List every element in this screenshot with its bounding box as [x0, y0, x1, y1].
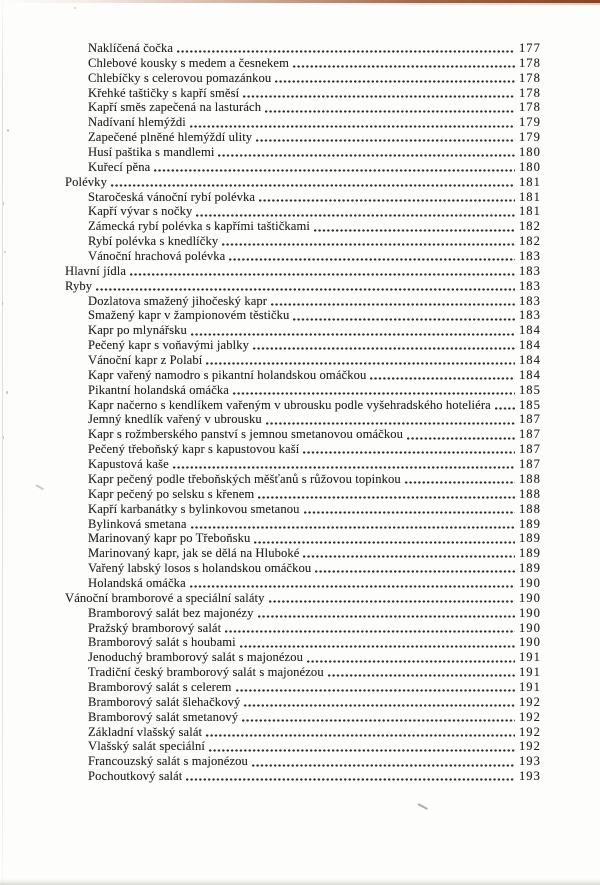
toc-entry	[0, 412, 546, 427]
toc-entry-page: 183	[519, 293, 541, 308]
toc-entry	[0, 457, 546, 472]
toc-entry-page: 180	[519, 159, 541, 174]
toc-entry-title: Holandská omáčka	[88, 575, 186, 590]
toc-entry	[0, 635, 546, 650]
toc-leader-dots	[251, 754, 515, 769]
toc-entry-title: Zapečené plněné hlemýždí ulity	[88, 130, 253, 145]
toc-entry-title: Nadívaní hlemýždi	[88, 115, 186, 130]
toc-leader-dots	[185, 769, 515, 784]
toc-entry-page: 189	[519, 531, 541, 546]
toc-entry-title: Vánoční bramborové a speciální saláty	[65, 590, 265, 605]
toc-leader-dots	[232, 383, 515, 398]
toc-leader-dots	[195, 204, 515, 219]
toc-entry	[0, 130, 546, 145]
toc-leader-dots	[242, 86, 515, 101]
toc-entry-page: 182	[519, 219, 541, 234]
toc-entry-title: Bramborový salát šlehačkový	[88, 694, 241, 709]
toc-entry	[0, 338, 546, 353]
toc-entry-page: 183	[519, 263, 541, 278]
toc-entry-page: 192	[519, 739, 541, 754]
toc-entry-title: Naklíčená čočka	[88, 41, 174, 55]
toc-entry-title: Jenoduchý bramborový salát s majonézou	[88, 650, 304, 665]
toc-entry-title: Dozlatova smažený jihočeský kapr	[88, 293, 268, 308]
toc-entry-title: Kapří směs zapečená na lasturách	[88, 100, 262, 115]
toc-entry-title: Pečený kapr s voňavými jablky	[88, 338, 249, 353]
toc-leader-dots	[189, 115, 515, 130]
toc-entry-title: Pochoutkový salát	[88, 769, 183, 784]
toc-entry-page: 192	[519, 709, 541, 724]
toc-entry	[0, 294, 546, 309]
toc-leader-dots	[217, 145, 515, 160]
toc-entry	[0, 710, 546, 725]
toc-entry	[0, 264, 546, 279]
toc-entry	[0, 680, 546, 695]
toc-entry-title: Francouzský salát s majonézou	[88, 754, 248, 769]
toc-leader-dots	[110, 175, 515, 190]
toc-entry-page: 178	[519, 85, 541, 100]
toc-leader-dots	[253, 531, 515, 546]
toc-entry-title: Vařený labský losos s holandskou omáčkou	[88, 561, 312, 576]
toc-entry	[0, 725, 546, 740]
toc-entry-title: Zámecká rybí polévka s kapřími taštičkami	[88, 219, 310, 234]
toc-entry	[0, 204, 546, 219]
toc-entry-page: 188	[519, 486, 541, 501]
scan-speck	[74, 7, 76, 9]
toc-entry-title: Kapr načerno s kendlíkem vařeným v ubrousku podle vyšehradského hoteliéra	[88, 397, 491, 412]
toc-entry-page: 179	[519, 115, 541, 130]
toc-leader-dots	[314, 561, 515, 576]
toc-entry	[0, 368, 546, 383]
toc-entry	[0, 249, 546, 264]
toc-entry-page: 181	[519, 204, 541, 219]
toc-entry-title: Tradiční český bramborový salát s majonézou	[88, 665, 324, 680]
toc-leader-dots	[252, 338, 515, 353]
toc-entry-page: 177	[519, 41, 541, 55]
toc-entry-title: Pečený třeboňský kapr s kapustovou kaší	[88, 442, 300, 457]
toc-entry	[0, 442, 546, 457]
toc-entry-title: Marinovaný kapr, jak se dělá na Hluboké	[88, 546, 300, 561]
toc-entry-page: 182	[519, 234, 541, 249]
toc-entry-page: 181	[519, 174, 541, 189]
toc-entry	[0, 383, 546, 398]
toc-leader-dots	[265, 412, 515, 427]
toc-entry-page: 192	[519, 724, 541, 739]
toc-entry-title: Kapr po mlynářsku	[88, 323, 187, 338]
toc-leader-dots	[264, 100, 515, 115]
toc-leader-dots	[302, 546, 515, 561]
toc-entry	[0, 621, 546, 636]
toc-entry-title: Kapr vařený namodro s pikantní holandskou omáčkou	[88, 367, 367, 382]
toc-entry	[0, 739, 546, 754]
scan-speck	[4, 251, 6, 253]
toc-leader-dots	[241, 710, 515, 725]
toc-entry-page: 190	[519, 575, 541, 590]
toc-entry-title: Bramborový salát s celerem	[88, 679, 232, 694]
page-top-edge-halo	[0, 3, 600, 5]
toc-entry-title: Bramborový salát smetanový	[88, 709, 239, 724]
toc-leader-dots	[303, 502, 515, 517]
toc-entry-title: Ryby	[65, 278, 93, 293]
toc-entry-title: Chlebové kousky s medem a česnekem	[88, 55, 290, 70]
toc-entry-title: Hlavní jídla	[65, 263, 127, 278]
toc-entry	[0, 41, 546, 56]
toc-leader-dots	[205, 353, 515, 368]
toc-entry	[0, 754, 546, 769]
toc-entry-page: 189	[519, 546, 541, 561]
toc-leader-dots	[176, 41, 515, 56]
toc-entry-page: 191	[519, 679, 541, 694]
toc-entry	[0, 606, 546, 621]
toc-entry-title: Kuřecí pěna	[88, 159, 151, 174]
toc-entry-page: 190	[519, 635, 541, 650]
toc-entry-page: 185	[519, 382, 541, 397]
toc-leader-dots	[274, 71, 515, 86]
toc-entry	[0, 219, 546, 234]
toc-leader-dots	[190, 517, 515, 532]
toc-entry	[0, 86, 546, 101]
scan-speck	[2, 302, 3, 305]
scan-speck	[6, 391, 8, 394]
toc-leader-dots	[327, 665, 515, 680]
scan-speck	[3, 436, 4, 439]
toc-entry-page: 187	[519, 442, 541, 457]
toc-leader-dots	[235, 680, 515, 695]
toc-entry-page: 188	[519, 501, 541, 516]
toc-entry-page: 178	[519, 100, 541, 115]
toc-entry	[0, 487, 546, 502]
toc-leader-dots	[494, 398, 515, 413]
toc-leader-dots	[302, 442, 515, 457]
page-bottom-edge	[0, 879, 600, 885]
toc-entry-page: 187	[519, 457, 541, 472]
toc-leader-dots	[153, 160, 515, 175]
toc-leader-dots	[205, 725, 515, 740]
toc-entry-page: 183	[519, 308, 541, 323]
toc-entry	[0, 502, 546, 517]
toc-entry	[0, 56, 546, 71]
toc-entry-title: Smažený kapr v žampionovém těstičku	[88, 308, 290, 323]
toc-entry-page: 183	[519, 278, 541, 293]
toc-entry	[0, 160, 546, 175]
toc-leader-dots	[224, 621, 515, 636]
toc-leader-dots	[189, 576, 515, 591]
toc-leader-dots	[313, 219, 515, 234]
scan-scratch	[418, 803, 428, 809]
toc-entry-title: Polévky	[65, 174, 107, 189]
toc-entry-title: Pražský bramborový salát	[88, 620, 222, 635]
toc-entry	[0, 591, 546, 606]
toc-leader-dots	[369, 368, 515, 383]
toc-leader-dots	[255, 130, 515, 145]
toc-entry-title: Kapustová kaše	[88, 457, 169, 472]
toc-entry-title: Pikantní holandská omáčka	[88, 382, 230, 397]
toc-entry-page: 179	[519, 130, 541, 145]
toc-entry-page: 178	[519, 70, 541, 85]
toc-entry	[0, 234, 546, 249]
toc-leader-dots	[406, 427, 515, 442]
toc-entry-page: 184	[519, 367, 541, 382]
toc-leader-dots	[95, 279, 515, 294]
toc-entry	[0, 665, 546, 680]
toc-entry-title: Rybí polévka s knedlíčky	[88, 234, 219, 249]
toc-entry	[0, 190, 546, 205]
toc-leader-dots	[243, 695, 515, 710]
toc-entry	[0, 175, 546, 190]
toc-leader-dots	[221, 234, 515, 249]
toc-entry	[0, 427, 546, 442]
toc-entry	[0, 398, 546, 413]
toc-leader-dots	[258, 190, 515, 205]
toc-entry-title: Chlebíčky s celerovou pomazánkou	[88, 70, 272, 85]
toc-entry-title: Základní vlašský salát	[88, 724, 203, 739]
toc-entry-page: 181	[519, 189, 541, 204]
scan-speck	[7, 129, 9, 132]
toc-entry	[0, 517, 546, 532]
toc-list	[0, 41, 546, 784]
toc-leader-dots	[228, 249, 515, 264]
toc-entry	[0, 531, 546, 546]
toc-entry-page: 191	[519, 665, 541, 680]
scan-speck	[3, 202, 4, 205]
toc-leader-dots	[257, 606, 515, 621]
toc-leader-dots	[208, 739, 515, 754]
toc-entry	[0, 308, 546, 323]
toc-entry-title: Staročeská vánoční rybí polévka	[88, 189, 256, 204]
toc-entry	[0, 650, 546, 665]
toc-leader-dots	[257, 487, 515, 502]
toc-entry	[0, 323, 546, 338]
toc-entry-title: Bramborový salát s houbami	[88, 635, 236, 650]
toc-entry	[0, 472, 546, 487]
toc-entry	[0, 769, 546, 784]
toc-entry	[0, 576, 546, 591]
toc-leader-dots	[268, 591, 515, 606]
toc-leader-dots	[292, 56, 515, 71]
toc-entry-title: Vánoční kapr z Polabí	[88, 353, 203, 368]
toc-entry-page: 190	[519, 605, 541, 620]
toc-entry	[0, 279, 546, 294]
toc-entry	[0, 100, 546, 115]
toc-entry-title: Bramborový salát bez majonézy	[88, 605, 254, 620]
toc-entry-page: 190	[519, 620, 541, 635]
toc-entry-page: 184	[519, 323, 541, 338]
toc-entry-page: 185	[519, 397, 541, 412]
toc-entry-title: Husí paštika s mandlemi	[88, 145, 215, 160]
toc-entry	[0, 561, 546, 576]
toc-entry-page: 188	[519, 471, 541, 486]
toc-entry-title: Kapr s rožmberského panství s jemnou smetanovou omáčkou	[88, 427, 404, 442]
toc-entry	[0, 71, 546, 86]
toc-entry-page: 189	[519, 516, 541, 531]
toc-entry-title: Marinovaný kapr po Třeboňsku	[88, 531, 251, 546]
toc-entry-page: 189	[519, 561, 541, 576]
toc-entry-page: 184	[519, 338, 541, 353]
toc-entry-page: 190	[519, 590, 541, 605]
toc-entry-title: Kapr pečený podle třeboňských měšťanů s růžovou topinkou	[88, 471, 401, 486]
toc-entry-page: 193	[519, 769, 541, 784]
toc-entry-page: 184	[519, 353, 541, 368]
toc-entry-page: 178	[519, 55, 541, 70]
toc-entry-title: Kapr pečený po selsku s křenem	[88, 486, 255, 501]
toc-entry	[0, 353, 546, 368]
toc-entry-page: 193	[519, 754, 541, 769]
toc-entry	[0, 546, 546, 561]
toc-entry-page: 187	[519, 412, 541, 427]
toc-entry-page: 187	[519, 427, 541, 442]
toc-entry-title: Bylinková smetana	[88, 516, 187, 531]
toc-leader-dots	[404, 472, 515, 487]
toc-entry-title: Kapří vývar s nočky	[88, 204, 193, 219]
toc-entry	[0, 145, 546, 160]
toc-entry	[0, 695, 546, 710]
toc-entry-title: Jemný knedlík vařený v ubrousku	[88, 412, 262, 427]
toc-leader-dots	[239, 635, 515, 650]
toc-leader-dots	[172, 457, 515, 472]
toc-entry-page: 191	[519, 650, 541, 665]
toc-entry-title: Kapří karbanátky s bylinkovou smetanou	[88, 501, 300, 516]
toc-leader-dots	[190, 323, 515, 338]
toc-leader-dots	[292, 308, 515, 323]
toc-entry-title: Vánoční hrachová polévka	[88, 249, 226, 264]
toc-entry-page: 180	[519, 145, 541, 160]
toc-leader-dots	[270, 294, 515, 309]
toc-entry-page: 192	[519, 694, 541, 709]
toc-leader-dots	[306, 650, 515, 665]
toc-entry-title: Vlašský salát speciální	[88, 739, 206, 754]
toc-entry-page: 183	[519, 249, 541, 264]
toc-leader-dots	[129, 264, 515, 279]
toc-entry	[0, 115, 546, 130]
toc-entry-title: Křehké taštičky s kapří směsí	[88, 85, 240, 100]
